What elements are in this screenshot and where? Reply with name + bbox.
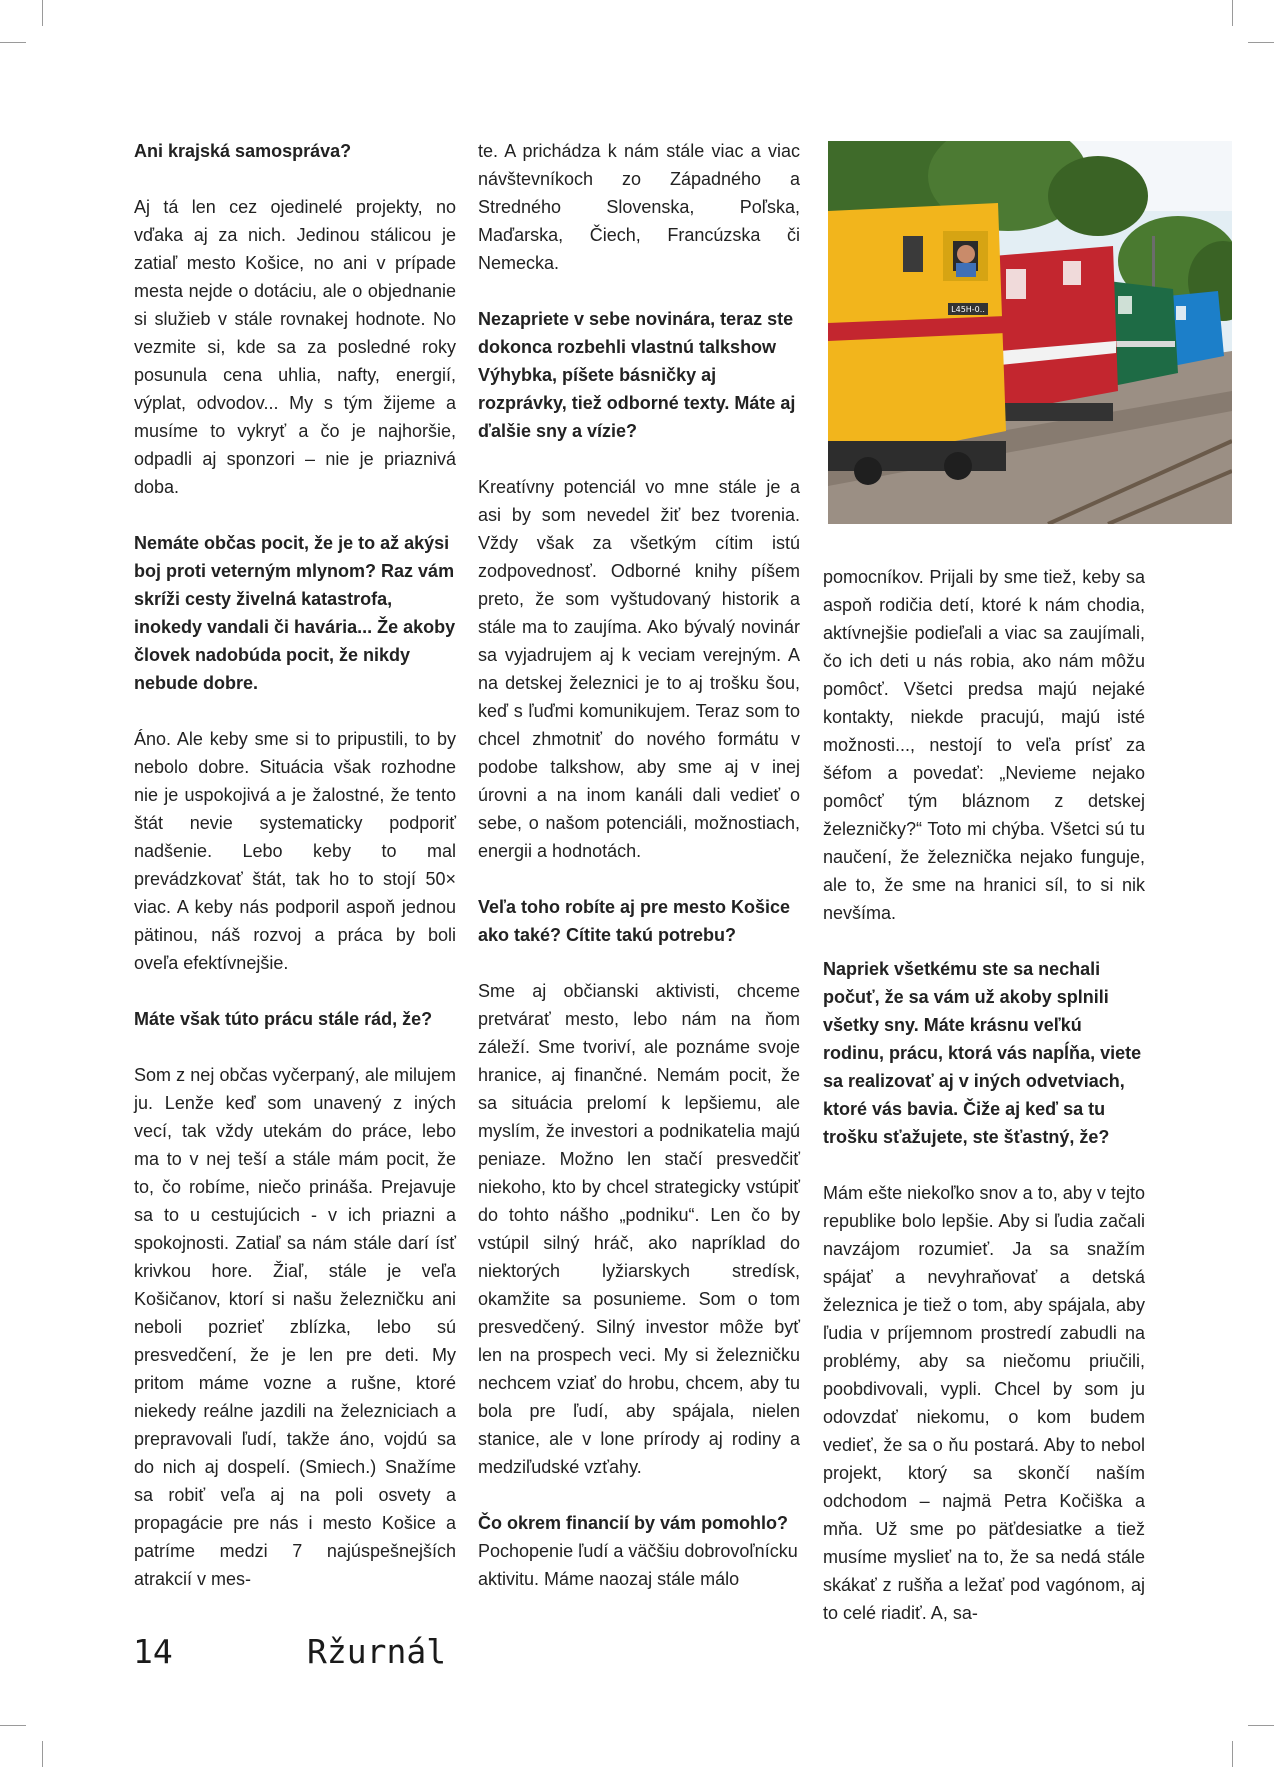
crop-mark [42, 0, 43, 26]
crop-mark [1248, 42, 1274, 43]
crop-mark [1248, 1725, 1274, 1726]
crop-mark [42, 1741, 43, 1767]
locomotives-photo [828, 141, 1232, 524]
crop-mark [0, 1725, 26, 1726]
article-column-3 [823, 563, 1145, 1655]
magazine-title: Ržurnál [307, 1632, 447, 1671]
interview-question: Napriek všetkému ste sa nechali počuť, že sa vám už akoby splnili všetky sny. Máte krásnu veľkú rodinu, prácu, ktorá vás napĺňa, viete sa realizovať aj v iných odvetviach, ktoré vás bavia. Čiže aj keď sa tu trošku sťažujete, ste šťastný, že? [823, 959, 1142, 1147]
crop-mark [1232, 1741, 1233, 1767]
interview-question: Veľa toho robíte aj pre mesto Košice ako také? Cítite takú potrebu? [478, 897, 791, 945]
article-column-2 [478, 137, 800, 1621]
interview-answer: te. A prichádza k nám stále viac a viac návštevníkoch zo Západného a Stredného Slovenska, Poľska, Maďarska, Čiech, Francúzska či Nemecka. [478, 141, 800, 273]
crop-mark [1232, 0, 1233, 26]
interview-answer: Som z nej občas vyčerpaný, ale milujem ju. Lenže keď som unavený z iných vecí, tak vždy utekám do práce, lebo ma to v nej teší a stále mám pocit, že to, čo robíme, niečo prináša. Prejavuje sa to u cestujúcich - v ich priazni a spokojnosti. Zatiaľ sa nám stále darí ísť krivkou hore. Žiaľ, stále je veľa Košičanov, ktorí si našu železničku ani neboli pozrieť zblízka, lebo sú presvedčení, že je len pre deti. My pritom máme vozne a rušne, ktoré niekedy reálne jazdili na železniciach a prepravovali ľudí, takže áno, vojdú sa do nich aj dospelí. (Smiech.) Snažíme sa robiť veľa aj na poli osvety a propagácie pre nás i mesto Košice a patríme medzi 7 najúspešnejších atrakcií v mes- [134, 1065, 456, 1589]
loco-number: L45H-0.. [951, 305, 985, 314]
interview-answer: Mám ešte niekoľko snov a to, aby v tejto republike bolo lepšie. Aby si ľudia začali navzájom rozumieť. Ja sa snažím spájať a nevyhraňovať a detská železnica je tiež o tom, aby spájala, aby ľudia v príjemnom prostredí zabudli na problémy, aby sa niečomu priučili, poobdivovali, vypli. Chcel by som ju odovzdať niekomu, o kom budem vedieť, že sa o ňu postará. Aby to nebol projekt, ktorý sa skončí naším odchodom – najmä Petra Kočiška a mňa. Už sme po päťdesiatke a tiež musíme myslieť na to, že sa nedá stále skákať z rušňa a ležať pod vagónom, aj to celé riadiť. A, sa- [823, 1183, 1145, 1623]
interview-question: Čo okrem financií by vám pomohlo? [478, 1513, 789, 1533]
crop-mark [0, 42, 26, 43]
locomotives-illustration [828, 141, 1232, 524]
interview-question: Nezapriete v sebe novinára, teraz ste dokonca rozbehli vlastnú talkshow Výhybka, píšete básničky aj rozprávky, tiež odborné texty. Máte aj ďalšie sny a vízie? [478, 309, 796, 441]
interview-answer: Sme aj občianski aktivisti, chceme pretvárať mesto, lebo nám na ňom záleží. Sme tvoriví, ale poznáme svoje hranice, aj finančné. Nemám pocit, že sa situácia prelomí k lepšiemu, ale myslím, že investori a podnikatelia majú peniaze. Možno len stačí presvedčiť niekoho, kto by chcel strategicky vstúpiť do tohto nášho „podniku“. Len čo by vstúpil silný hráč, ako napríklad do niektorých lyžiarskych stredísk, okamžite sa posunieme. Som o tom presvedčený. Silný investor môže byť len na prospech veci. My si železničku nechcem vziať do hrobu, chcem, aby tu bola pre ľudí, aby spájala, nielen stanice, ale v lone prírody aj rodiny a medziľudské vzťahy. [478, 981, 800, 1477]
interview-question: Máte však túto prácu stále rád, že? [134, 1009, 433, 1029]
undercarriage [828, 441, 1006, 471]
interview-answer-with-question [478, 1509, 800, 1593]
interview-question: Nemáte občas pocit, že je to až akýsi boj proti veterným mlynom? Raz vám skríži cesty živelná katastrofa, inokedy vandali či havária... Že akoby človek nadobúda pocit, že nikdy nebude dobre. [134, 533, 456, 693]
page-number: 14 [133, 1632, 173, 1671]
interview-answer: Pochopenie ľudí a väčšiu dobrovoľnícku aktivitu. Máme naozaj stále málo [478, 1541, 798, 1589]
interview-answer: Kreatívny potenciál vo mne stále je a asi by som nevedel žiť bez tvorenia. Vždy však za všetkým cítim istú zodpovednosť. Odborné knihy píšem preto, že som vyštudovaný historik a stále ma to zaujíma. Ako bývalý novinár sa vyjadrujem aj k veciam verejným. A na detskej železnici je to aj trošku šou, keď s ľuďmi komunikujem. Teraz som to chcel zhmotniť do nového formátu v podobe talkshow, aby sme aj v inej úrovni a na inom kanáli dali vedieť o sebe, o našom potenciáli, možnostiach, energii a hodnotách. [478, 477, 800, 861]
driver [957, 245, 975, 263]
interview-question: Ani krajská samospráva? [134, 141, 352, 161]
interview-answer: Áno. Ale keby sme si to pripustili, to by nebolo dobre. Situácia však rozhodne nie je uspokojivá a je žalostné, že tento štát nevie systematicky podporiť nadšenie. Lebo keby to mal prevádzkovať štát, tak ho to stojí 50× viac. A keby nás podporil aspoň jednou pätinou, náš rozvoj a práca by boli oveľa efektívnejšie. [134, 729, 456, 973]
interview-answer: Aj tá len cez ojedinelé projekty, no vďaka aj za nich. Jedinou stálicou je zatiaľ mesto Košice, no ani v prípade mesta nejde o dotáciu, ale o objednanie si služieb v stále rovnakej hodnote. No vezmite si, kde sa za posledné roky posunula cena uhlia, nafty, energií, výplat, odvodov... My s tým žijeme a musíme to vykryť a čo je najhoršie, odpadli aj sponzori – nie je priaznivá doba. [134, 197, 456, 497]
interview-answer: pomocníkov. Prijali by sme tiež, keby sa aspoň rodičia detí, ktoré k nám chodia, aktívnejšie podieľali a viac sa zaujímali, čo ich deti u nás robia, ako nám môžu pomôcť. Všetci predsa majú nejaké kontakty, niekde pracujú, majú isté možnosti..., nestojí to veľa prísť za šéfom a povedať: „Nevieme nejako pomôcť tým bláznom z detskej železničky?“ Toto mi chýba. Všetci sú tu naučení, že železnička nejako funguje, ale to, že sme na hranici síl, to si nik nevšíma. [823, 567, 1145, 923]
article-column-1 [134, 137, 456, 1621]
